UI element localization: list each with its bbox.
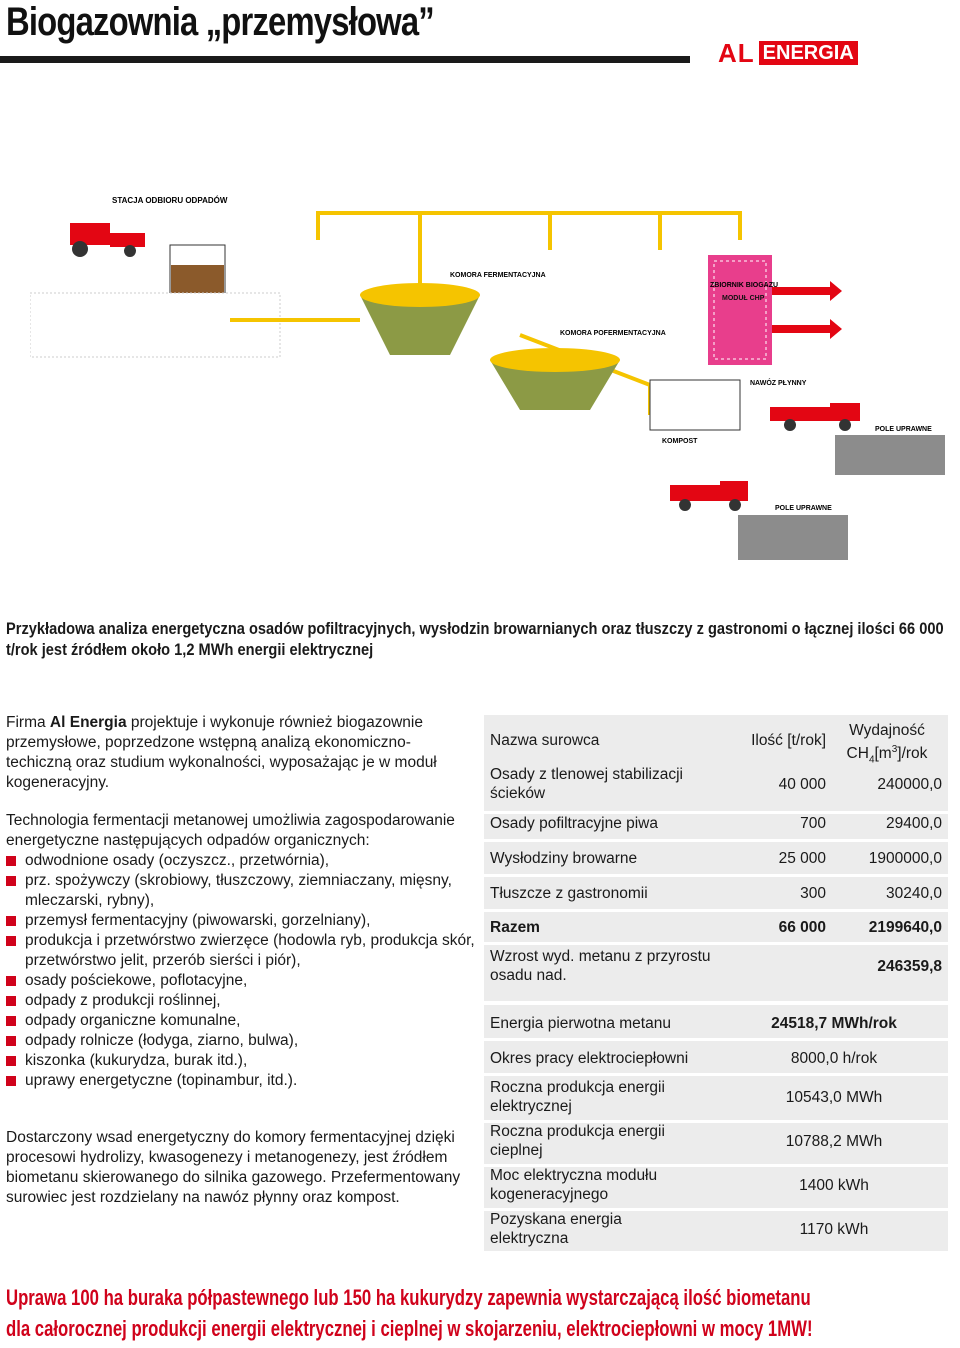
diagram-label-gas-tank: ZBIORNIK BIOGAZU: [710, 282, 779, 289]
intro-paragraph: [6, 713, 476, 793]
energy-value: 1400 kWh: [799, 1177, 869, 1194]
tech-lead: Technologia fermentacji metanowej umożliwia zagospodarowanie energetyczne następujących odpadów organicznych:: [6, 812, 455, 849]
row-name: Tłuszcze z gastronomii: [490, 885, 648, 902]
energy-value: 10543,0 MWh: [785, 1089, 883, 1106]
bottom-line-1: Uprawa 100 ha buraka półpastewnego lub 150 ha kukurydzy zapewnia wystarczającą ilość biometanu: [6, 1285, 811, 1310]
diagram-label-chp: MODUŁ CHP: [722, 295, 765, 302]
total-qty: 66 000: [778, 919, 826, 936]
diagram-label-liquid-fertilizer: NAWÓZ PŁYNNY: [750, 380, 807, 387]
list-item: produkcja i przetwórstwo zwierzęce (hodowla ryb, produkcja skór, przetwórstwo jelit, przerób sierści i piór),: [6, 931, 476, 971]
list-item: uprawy energetyczne (topinambur, itd.).: [6, 1071, 476, 1091]
field-1: [835, 435, 945, 475]
compost-tractor-icon: [670, 481, 748, 511]
page-title: Biogazownia „przemysłowa”: [6, 0, 434, 44]
bottom-line-2: dla całorocznej produkcji energii elektrycznej i cieplnej w skojarzeniu, elektrociepłowni w mocy 1MW!: [6, 1316, 813, 1341]
row-qty: 700: [800, 815, 826, 832]
feed-tank: [170, 245, 225, 295]
feedstock-table: Nazwa surowca Ilość [t/rok] Wydajność $CH_4[m^3]$/rok Osady z tlenowej stabilizacji ścieków 40 000 240000,0 Osady pofiltracyjne piwa 700 29400,0 Wysłodziny browarne 25 000 1900000,0 Tłuszcze z gastronomii 300 30240,0 Razem 66 000 2199640,0 Wzrost wyd. metanu z przyrostu osadu nad. 246359,8: [484, 715, 948, 1001]
row-separator: [484, 1164, 948, 1167]
row-yield: 30240,0: [885, 885, 942, 902]
energy-value: 1170 kWh: [799, 1221, 869, 1238]
row-separator: [484, 909, 948, 912]
row-qty: 25 000: [778, 850, 826, 867]
list-item: przemysł fermentacyjny (piwowarski, gorzelniany),: [6, 911, 476, 931]
row-qty: 300: [800, 885, 826, 902]
row-separator: [484, 1073, 948, 1076]
logo-energia: ENERGIA: [759, 41, 858, 65]
feed-legend-box: [30, 293, 280, 357]
intro-prefix: Firma: [6, 714, 50, 731]
fermentation-chamber: [360, 283, 480, 355]
energy-value: 10788,2 MWh: [785, 1133, 883, 1150]
diagram-label-station: STACJA ODBIORU ODPADÓW: [112, 196, 228, 205]
figure-caption: Przykładowa analiza energetyczna osadów pofiltracyjnych, wysłodzin browarnianych oraz tłuszczy z gastronomi o łącznej ilości 66 000 t/rok jest źródłem około 1,2 MWh energii elektrycznej: [6, 619, 944, 659]
electricity-arrow: [772, 281, 842, 301]
row-separator: [484, 811, 948, 814]
row-separator: [484, 1120, 948, 1123]
separator-tank: [650, 380, 740, 430]
gas-pipe: [318, 213, 740, 240]
diagram-label-chamber: KOMORA FERMENTACYJNA: [450, 272, 546, 279]
total-yield: 2199640,0: [868, 919, 942, 936]
list-item: prz. spożywczy (skrobiowy, tłuszczowy, ziemniaczany, mięsny, mleczarski, rybny),: [6, 871, 476, 911]
list-item: osady pościekowe, poflotacyjne,: [6, 971, 476, 991]
field-2: [738, 515, 848, 560]
bottom-statement: [6, 1282, 842, 1344]
header-name: Nazwa surowca: [490, 732, 600, 749]
row-qty: 40 000: [778, 776, 826, 793]
energy-value: 24518,7 MWh/rok: [771, 1015, 897, 1032]
row-yield: 240000,0: [877, 776, 942, 793]
process-paragraph: Dostarczony wsad energetyczny do komory fermentacyjnej dzięki procesowi hydrolizy, kwasogenezy i metanogenezy, jest źródłem biometanu skierowanego do silnika gazowego. Przefermentowany surowiec jest rozdzielany na nawóz płynny oraz kompost.: [6, 1129, 461, 1206]
list-item: kiszonka (kukurydza, burak itd.),: [6, 1051, 476, 1071]
diagram-label-compost: KOMPOST: [662, 438, 698, 445]
chp-module: [708, 255, 772, 365]
row-separator: [484, 1038, 948, 1041]
row-separator: [484, 942, 948, 945]
row-separator: [484, 874, 948, 877]
tractor-icon: [70, 223, 145, 257]
al-energia-logo: [718, 40, 858, 66]
technology-section: [6, 811, 476, 1091]
header-qty: Ilość [t/rok]: [751, 732, 826, 749]
list-item: odwodnione osady (oczyszcz., przetwórnia),: [6, 851, 476, 871]
intro-brand: Al Energia: [49, 714, 127, 731]
row-name: Osady pofiltracyjne piwa: [490, 815, 658, 832]
intro-text: projektuje i wykonuje również biogazownie przemysłowe, poprzedzone wstępną analizą ekonomiczno-techiczną oraz studium wykonalności, wyposażając je w moduł kogeneracyjny.: [6, 714, 437, 791]
energy-value: 8000,0 h/rok: [790, 1050, 878, 1067]
list-item: odpady rolnicze (łodyga, ziarno, bulwa),: [6, 1031, 476, 1051]
growth-name: Wzrost wyd. metanu z przyrostu osadu nad.: [490, 948, 711, 984]
heat-arrow: [772, 319, 842, 339]
growth-yield: 246359,8: [877, 958, 942, 975]
logo-al: AL: [718, 38, 755, 68]
diagram-label-field-1: POLE UPRAWNE: [875, 426, 932, 433]
list-item: odpady z produkcji roślinnej,: [6, 991, 476, 1011]
energy-table: Energia pierwotna metanu 24518,7 MWh/rok Okres pracy elektrociepłowni 8000,0 h/rok Roczna produkcja energii elektrycznej 10543,0 MWh Roczna produkcja energii cieplnej 10788,2 MWh Moc elektryczna modułu kogeneracyjnego 1400 kWh Pozyskana energia elektryczna 1170 kWh: [484, 1005, 948, 1251]
biogas-process-diagram: [30, 185, 960, 565]
row-yield: 1900000,0: [868, 850, 942, 867]
row-name: Osady z tlenowej stabilizacji ścieków: [490, 766, 683, 802]
diagram-label-field-2: POLE UPRAWNE: [775, 505, 832, 512]
tractor-trailer-icon: [770, 403, 860, 431]
list-item: odpady organiczne komunalne,: [6, 1011, 476, 1031]
total-name: Razem: [490, 919, 540, 936]
row-separator: [484, 839, 948, 842]
waste-list: [6, 851, 476, 1091]
title-rule: [0, 56, 690, 63]
diagram-label-post-chamber: KOMORA POFERMENTACYJNA: [560, 330, 666, 337]
row-yield: 29400,0: [885, 815, 942, 832]
row-separator: [484, 1208, 948, 1211]
row-name: Wysłodziny browarne: [490, 850, 638, 867]
post-fermentation-chamber: [490, 348, 620, 410]
